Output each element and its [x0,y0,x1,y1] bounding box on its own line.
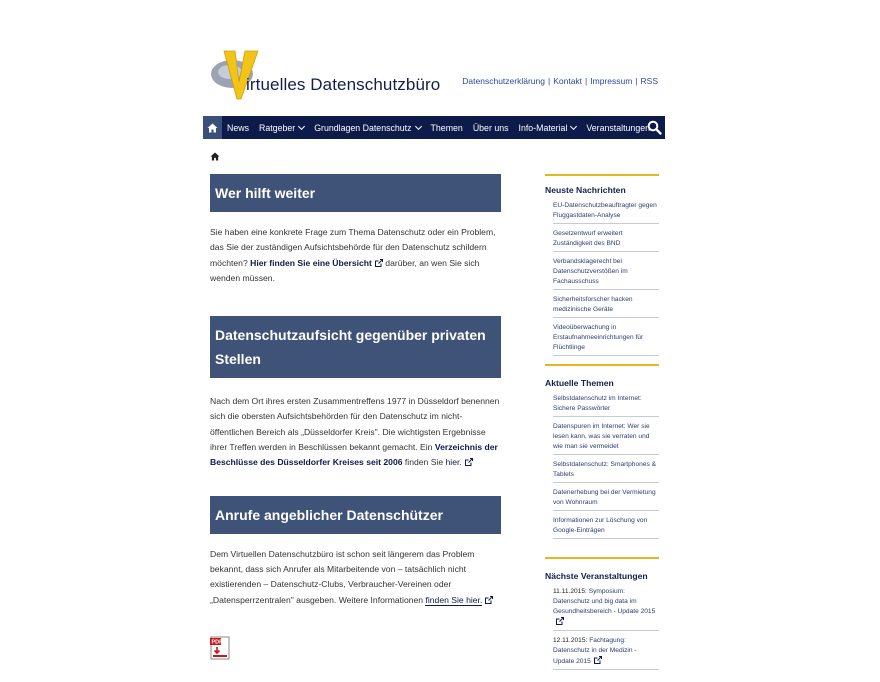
events-widget [545,571,659,670]
news-list [545,200,659,356]
nav-news-label: News [227,122,249,133]
svg-text:PDF: PDF [211,639,223,646]
topic-item[interactable]: Selbstdatenschutz im Internet: Sichere Passwörter [553,393,659,417]
bold-text: Verzeichnis der Beschlüsse des Düsseldorfer Kreises seit 2006 [210,442,498,468]
search-icon[interactable] [647,120,662,135]
contact-link[interactable]: Kontakt [553,76,583,86]
section-text [210,225,501,286]
news-item[interactable]: Verbandsklagerecht bei Datenschutzverstößen im Fachausschuss [553,256,659,290]
external-link-icon [375,259,383,267]
top-links: Datenschutzerklärung | Kontakt | Impressum | RSS [462,76,658,86]
main-nav [203,116,665,139]
text-part: finden Sie [402,457,446,468]
topic-item[interactable]: Datenspuren im Internet: Wer sie lesen kann, was sie verraten und wie man sie vermeidet [553,421,659,455]
event-date: 12.11.2015: [553,637,588,644]
divider [545,557,659,559]
nav-home[interactable] [203,116,222,139]
news-item[interactable]: Sicherheitsforscher hacken medizinische Geräte [553,294,659,318]
external-link-icon [485,596,493,604]
breadcrumb-home-icon[interactable] [210,152,220,161]
page-wrapper [203,0,665,665]
text-part: darüber, an wen Sie sich wenden müssen. [210,257,480,283]
nav-veranstaltungen[interactable] [581,116,655,139]
event-item[interactable] [553,635,659,670]
nav-ratgeber-label: Ratgeber [259,122,296,133]
event-title: Fachtagung: Datenschutz in der Medizin - Update 2015 [553,637,637,665]
overview-link[interactable]: Hier finden Sie eine Übersicht [250,257,372,268]
event-item[interactable] [553,586,659,631]
rss-link[interactable]: RSS [640,76,658,86]
events-list [545,586,659,670]
section-title: Datenschutzaufsicht gegenüber privaten Stellen [210,316,501,378]
nav-themen-label: Themen [430,122,463,133]
nav-themen[interactable] [426,116,468,139]
nav-ueber-uns-label: Über uns [472,122,509,133]
home-icon [207,123,218,133]
beschluesse-link[interactable]: hier. [445,457,462,468]
chevron-down-icon [414,122,421,129]
topics-list [545,393,659,539]
text-part: Dem Virtuellen Datenschutzbüro ist schon seit längerem das Problem bekannt, dass sich Anrufer als Mitarbeitende von – tatsächlich nicht existierenden – Datenschutz-Clubs, Verbraucher-Vereinen oder „Datensperrzentralen" ausgeben. Weitere Informationen [210,548,475,605]
nav-ratgeber[interactable] [254,116,309,139]
topic-item[interactable]: Datenerhebung bei der Vermietung von Wohnraum [553,487,659,511]
news-item[interactable]: Gesetzentwurf erweitert Zuständigkeit des BND [553,228,659,252]
section-title: Wer hilft weiter [210,174,501,212]
section-wer-hilft [210,174,501,286]
topic-item[interactable]: Selbstdatenschutz: Smartphones & Tablets [553,459,659,483]
external-link-icon [594,656,602,664]
nav-grundlagen-label: Grundlagen Datenschutz [314,122,412,133]
main-content [210,174,501,608]
privacy-link[interactable]: Datenschutzerklärung [462,76,545,86]
more-info-link[interactable]: finden Sie hier. [425,594,483,605]
section-aufsicht [210,316,501,470]
chevron-down-icon [298,122,305,129]
external-link-icon [465,458,473,466]
nav-info-material[interactable] [514,116,582,139]
nav-veranstaltungen-label: Veranstaltungen [586,122,650,133]
topic-item[interactable]: Informationen zur Löschung von Google-Einträgen [553,515,659,539]
divider [545,364,659,366]
event-date: 11.11.2015: [553,588,587,595]
chevron-down-icon [570,122,577,129]
section-anrufe [210,496,501,608]
news-widget [545,174,659,366]
event-title: Symposium: Datenschutz und big data im Gesundheitsbereich - Update 2015 [553,588,656,615]
nav-ueber-uns[interactable] [468,116,514,139]
nav-news[interactable] [222,116,254,139]
pdf-icon[interactable] [210,636,230,660]
site-logo[interactable] [210,48,440,104]
widget-title: Aktuelle Themen [545,378,614,388]
widget-title: Nächste Veranstaltungen [545,571,648,581]
nav-grundlagen[interactable] [309,116,425,139]
text-part: Sie haben eine konkrete Frage zum Thema Datenschutz oder ein Problem, das Sie der zuständigen Aufsichtsbehörde für den Datenschutz schildern möchten? [210,227,496,268]
news-item[interactable]: Videoüberwachung in Erstaufnahmeeinrichtungen für Flüchtlinge [553,322,659,356]
sidebar [545,174,659,682]
news-item[interactable]: EU-Datenschutzbeauftragter gegen Fluggastdaten-Analyse [553,200,659,224]
site-name: irtuelles Datenschutzbüro [246,75,441,94]
section-text [210,394,501,470]
nav-info-material-label: Info-Material [518,122,568,133]
text-part: Nach dem Ort ihres ersten Zusammentreffens 1977 in Düsseldorf benennen sich die obersten Aufsichtsbehörden für den Datenschutz im nicht-öffentlichen Bereich als „Düsseldorfer Kreis". Die wichtigsten Ergebnisse ihrer Treffen werden in Beschlüssen bekannt gemacht. Ein [210,396,500,453]
section-text [210,547,501,608]
external-link-icon [556,617,564,625]
widget-title: Neuste Nachrichten [545,185,626,195]
topics-widget [545,378,659,559]
imprint-link[interactable]: Impressum [590,76,633,86]
section-title: Anrufe angeblicher Datenschützer [210,496,501,534]
